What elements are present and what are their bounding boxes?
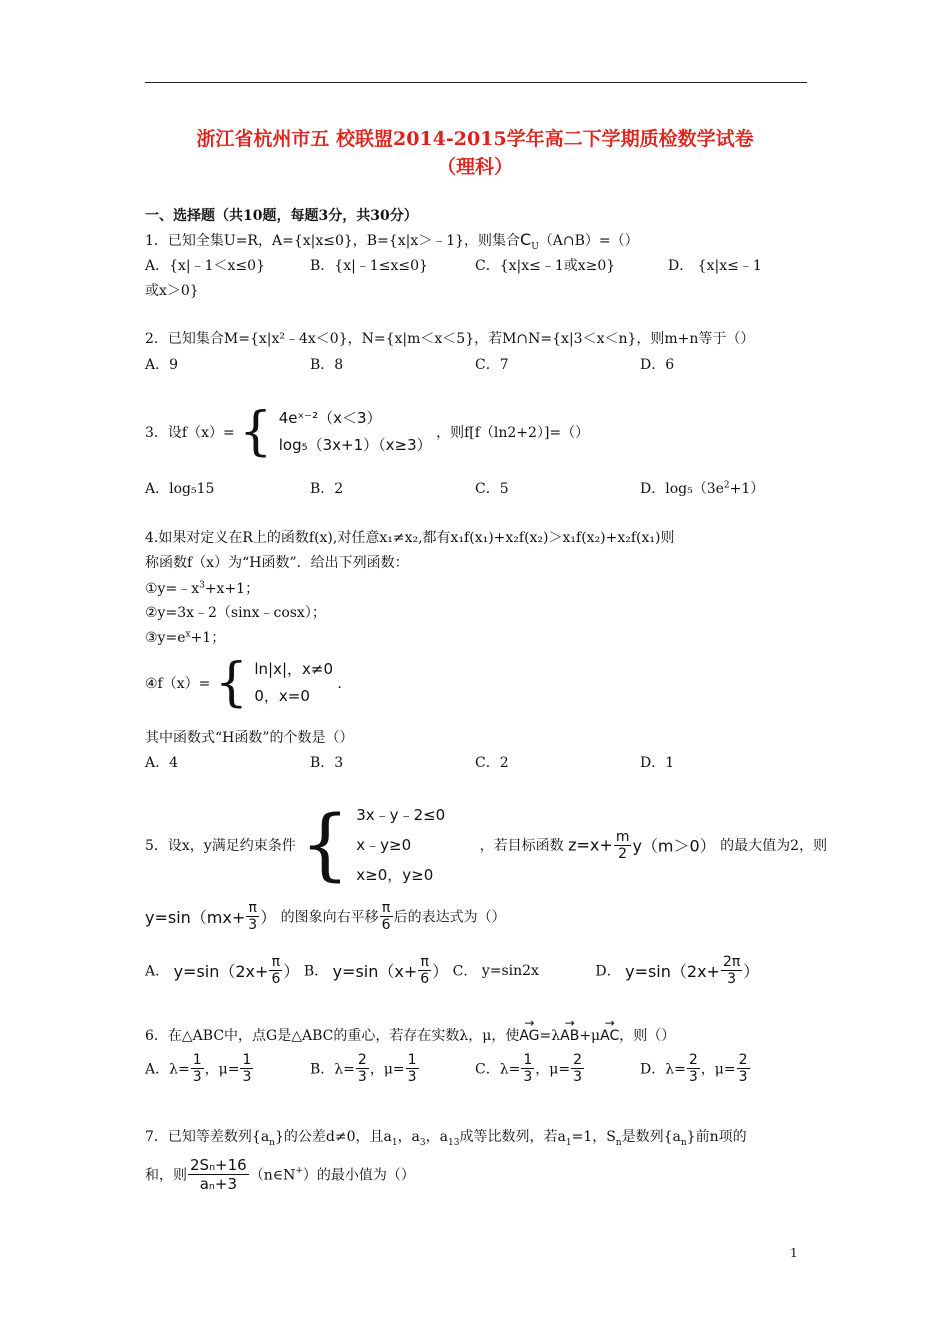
question-5-line2: y=sin（mx+ $\frac{\pi}{3}$ ） 的图象向右平移 $\frac{\pi}{6}$ 后的表达式为（） [145,900,506,933]
q1-option-d: D． {x|x≤﹣1 [668,258,762,274]
q1-option-d-cont: 或x＞0} [145,283,199,299]
q3-option-b: B．2 [310,481,344,497]
question-2: 2．已知集合M={x|x²﹣4x＜0}，N={x|m＜x＜5}，若M∩N={x|3＜x＜n}，则m+n等于（） [145,331,755,347]
q2-option-a: A．9 [145,357,179,373]
q3-option-c: C．5 [475,481,509,497]
cases-brace: { [300,800,350,890]
vector-ac: → AC [600,1028,619,1044]
q2-option-b: B．8 [310,357,344,373]
q4-item-2: ②y=3x﹣2（sinx﹣cosx）； [145,605,326,621]
piecewise-function: 4eˣ⁻²（x＜3） log₅（3x+1）（x≥3） [278,409,432,454]
q6-option-b: B．λ= $\frac{2}{3}$ ，μ= $\frac{1}{3}$ [310,1052,417,1085]
q6-option-c: C．λ= $\frac{1}{3}$ ，μ= $\frac{2}{3}$ [475,1052,583,1085]
q4-option-a: A．4 [145,755,179,771]
q6-option-d: D．λ= $\frac{2}{3}$ ，μ= $\frac{2}{3}$ [640,1052,748,1085]
page-number: 1 [790,1246,798,1260]
q4-item-1: $①y=﹣x^3+x+1$； [145,580,260,597]
header-rule [145,82,807,83]
q4-item-4: ④f（x）= { ln|x|，x≠0 0，x=0 ． [145,653,352,713]
vector-ag: → AG [519,1028,539,1044]
q1-option-a: A．{x|﹣1＜x≤0} [145,258,265,274]
question-7-line1: 7．已知等差数列$\{a_n\}$的公差d≠0，且$a_1$，$a_3$，$a_{13}$成等比数列，若$a_1=1$，$S_n$是数列$\{a_n\}$前n项的 [145,1129,747,1148]
q4-option-b: B．3 [310,755,344,771]
question-5: 5．设x，y满足约束条件 { 3x﹣y﹣2≤0 x﹣y≥0 x≥0，y≥0 ，若目标函数 z=x+ $\frac{m}{2}$ y（m＞0） 的最大值为2，则 [145,800,828,890]
question-4-ask: 其中函数式“H函数”的个数是（） [145,730,354,746]
q4-option-c: C．2 [475,755,509,771]
piecewise-function: ln|x|，x≠0 0，x=0 [254,660,334,705]
constraint-system: 3x﹣y﹣2≤0 x﹣y≥0 x≥0，y≥0 [356,806,446,884]
q6-option-a: A．λ= $\frac{1}{3}$ ，μ= $\frac{1}{3}$ [145,1052,252,1085]
section-heading: 一、选择题（共10题，每题3分，共30分） [145,208,418,224]
q2-option-c: C．7 [475,357,509,373]
question-7-line2: 和，则 $\frac{\text{2Sₙ+16}}{\text{aₙ+3}}$ （n∈N+）的最小值为（） [145,1156,415,1193]
q3-option-a: A．log₅15 [145,481,215,497]
cases-brace: { [239,402,273,462]
question-3: 3．设f（x）= { 4eˣ⁻²（x＜3） log₅（3x+1）（x≥3） ，则f[f（ln2+2）]=（） [145,402,590,462]
exam-title-subject: （理科） [436,156,513,178]
q3-option-d: D．$\log_5(3e^2+1)$ [640,480,765,497]
q1-option-b: B．{x|﹣1≤x≤0} [310,258,428,274]
vector-ab: → AB [560,1028,579,1044]
cases-brace: { [214,653,248,713]
q4-option-d: D．1 [640,755,675,771]
question-1: 1．已知全集U=R，A={x|x≤0}，B={x|x＞﹣1}，则集合$C_U(A\cap B)=()$ [145,230,639,252]
q4-item-3: $③y=e^x+1$； [145,629,226,646]
q5-options: A． y=sin（2x+ $\frac{\pi}{6}$ ） B． y=sin（x+ $\frac{\pi}{6}$ ） C． y=sin2x D． y=sin（2x+ $\frac{2\pi}{3}$ ） [145,954,760,987]
question-4-line1: 4.如果对定义在R上的函数f(x),对任意x₁≠x₂,都有x₁f(x₁)+x₂f(x₂)＞x₁f(x₂)+x₂f(x₁)则 [145,530,675,546]
q1-option-c: C．{x|x≤﹣1或x≥0} [475,258,616,274]
q2-option-d: D．6 [640,357,675,373]
question-6: 6．在△ABC中，点G是△ABC的重心，若存在实数λ，μ，使→ AG=λ→ AB+μ→ AC，则（） [145,1025,675,1045]
question-4-line2: 称函数f（x）为“H函数”．给出下列函数： [145,555,409,571]
exam-title: 浙江省杭州市五 校联盟2014-2015学年高二下学期质检数学试卷 [196,128,754,150]
